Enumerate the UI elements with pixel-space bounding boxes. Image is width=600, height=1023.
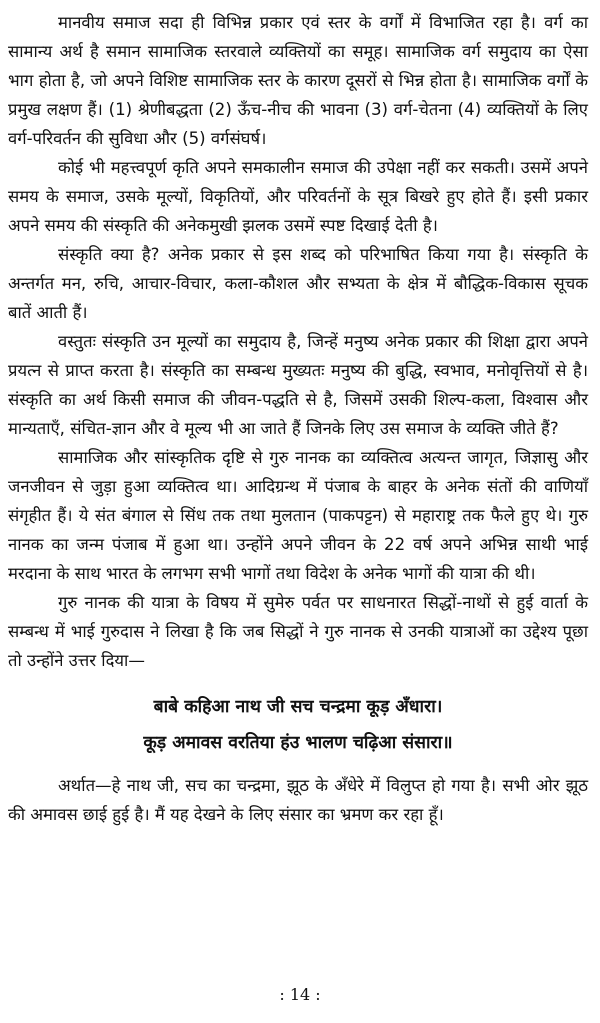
- paragraph-guru-nanak-personality: सामाजिक और सांस्कृतिक दृष्टि से गुरु नानक का व्यक्तित्व अत्यन्त जागृत, जिज्ञासु और जनजीवन से जुड़ा हुआ व्यक्तित्व था। आदिग्रन्थ में पंजाब के बाहर के अनेक संतों की वाणियाँ संगृहीत हैं। ये संत बंगाल से सिंध तक तथा मुलतान (पाकपट्टन) से महाराष्ट्र तक फैले हुए थे। गुरु नानक का जन्म पंजाब में हुआ था। उन्होंने अपने जीवन के 22 वर्ष अपने अभिन्न साथी भाई मरदाना के साथ भारत के लगभग सभी भागों तथा विदेश के अनेक भागों की यात्रा की थी।: [8, 448, 588, 583]
- verse-line-1: बाबे कहिआ नाथ जी सच चन्द्रमा कूड़ अँधारा।: [153, 697, 443, 717]
- verse-quotation: [8, 689, 588, 761]
- verse-line-2: कूड़ अमावस वरतिया हंउ भालण चढ़िआ संसारा॥: [143, 733, 453, 753]
- paragraph-what-is-culture: संस्कृति क्या है? अनेक प्रकार से इस शब्द को परिभाषित किया गया है। संस्कृति के अन्तर्गत मन, रुचि, आचार-विचार, कला-कौशल और सभ्यता के क्षेत्र में बौद्धिक-विकास सूचक बातें आती हैं।: [8, 245, 588, 322]
- paragraph-contemporary-society: कोई भी महत्त्वपूर्ण कृति अपने समकालीन समाज की उपेक्षा नहीं कर सकती। उसमें अपने समय के समाज, उसके मूल्यों, विकृतियों, और परिवर्तनों के सूत्र बिखरे हुए होते हैं। इसी प्रकार अपने समय की संस्कृति की अनेकमुखी झलक उसमें स्पष्ट दिखाई देती है।: [8, 158, 588, 235]
- page-number: : 14 :: [279, 985, 321, 1004]
- paragraph-social-classes: मानवीय समाज सदा ही विभिन्न प्रकार एवं स्तर के वर्गों में विभाजित रहा है। वर्ग का सामान्य अर्थ है समान सामाजिक स्तरवाले व्यक्तियों का समूह। सामाजिक वर्ग समुदाय का ऐसा भाग होता है, जो अपने विशिष्ट सामाजिक स्तर के कारण दूसरों से भिन्न होता है। सामाजिक वर्गों के प्रमुख लक्षण हैं। (1) श्रेणीबद्धता (2) ऊँच-नीच की भावना (3) वर्ग-चेतना (4) व्यक्तियों के लिए वर्ग-परिवर्तन की सुविधा और (5) वर्गसंघर्ष।: [8, 13, 588, 148]
- paragraph-verse-meaning: अर्थात—हे नाथ जी, सच का चन्द्रमा, झूठ के अँधेरे में विलुप्त हो गया है। सभी ओर झूठ की अमावस छाई हुई है। मैं यह देखने के लिए संसार का भ्रमण कर रहा हूँ।: [8, 776, 588, 824]
- paragraph-sumeru-dialogue: गुरु नानक की यात्रा के विषय में सुमेरु पर्वत पर साधनारत सिद्धों-नाथों से हुई वार्ता के सम्बन्ध में भाई गुरुदास ने लिखा है कि जब सिद्धों ने गुरु नानक से उनकी यात्राओं का उद्देश्य पूछा तो उन्होंने उत्तर दिया—: [8, 593, 588, 670]
- paragraph-culture-values: वस्तुतः संस्कृति उन मूल्यों का समुदाय है, जिन्हें मनुष्य अनेक प्रकार की शिक्षा द्वारा अपने प्रयत्न से प्राप्त करता है। संस्कृति का सम्बन्ध मुख्यतः मनुष्य की बुद्धि, स्वभाव, मनोवृत्तियों से है। संस्कृति का अर्थ किसी समाज की जीवन-पद्धति से है, जिसमें उसकी शिल्प-कला, विश्वास और मान्यताएँ, संचित-ज्ञान और वे मूल्य भी आ जाते हैं जिनके लिए उस समाज के व्यक्ति जीते हैं?: [8, 332, 588, 438]
